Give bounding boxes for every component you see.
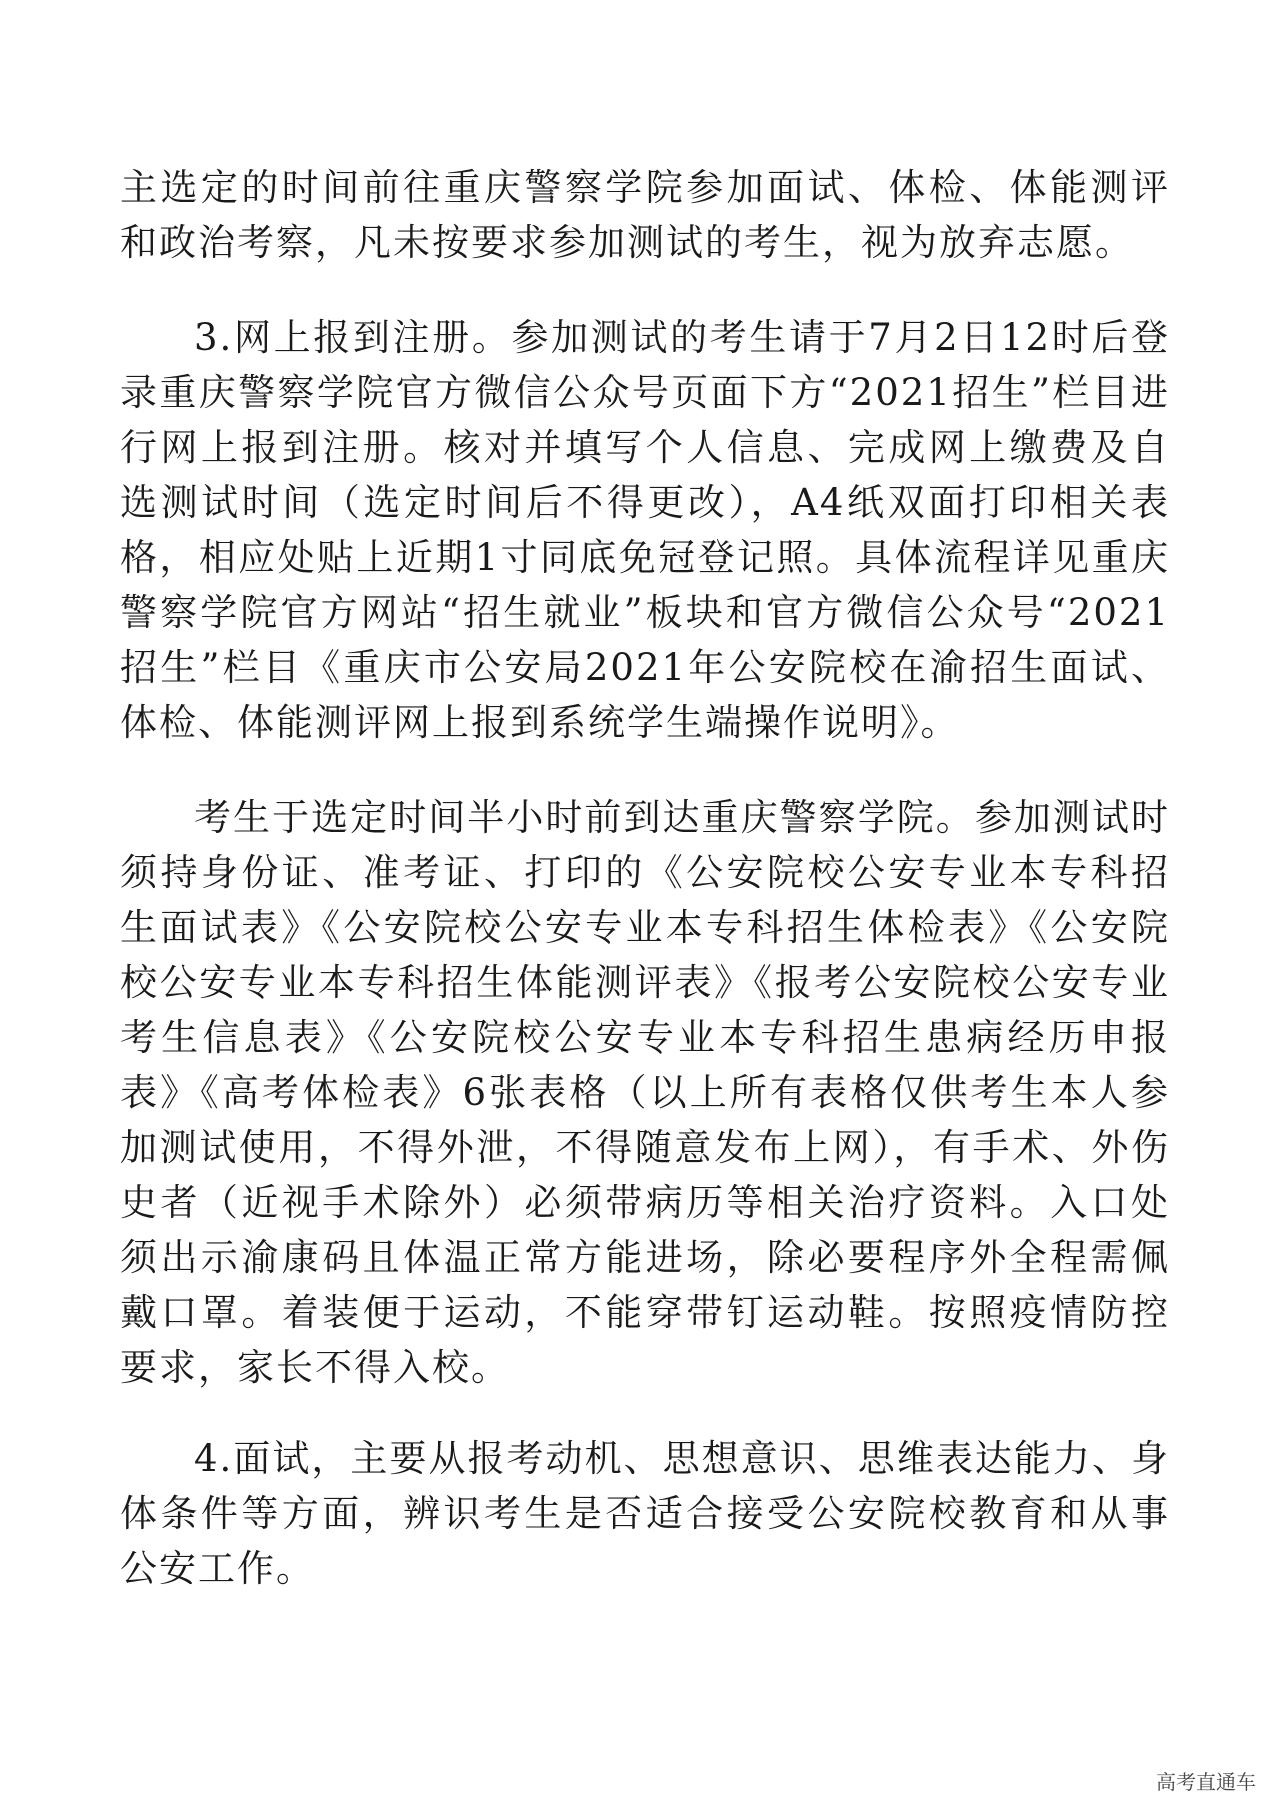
watermark-label: 高考直通车 bbox=[1156, 1770, 1256, 1794]
paragraph-interview: 4.面试，主要从报考动机、思想意识、思维表达能力、身体条件等方面，辨识考生是否适合接受公安院校教育和从事公安工作。 bbox=[120, 1437, 1170, 1590]
paragraph-online-registration: 3.网上报到注册。参加测试的考生请于7月2日12时后登录重庆警察学院官方微信公众号页面下方“2021招生”栏目进行网上报到注册。核对并填写个人信息、完成网上缴费及自选测试时间（选定时间后不得更改），A4纸双面打印相关表格，相应处贴上近期1寸同底免冠登记照。具体流程详见重庆警察学院官方网站“招生就业”板块和官方微信公众号“2021招生”栏目《重庆市公安局2021年公安院校在渝招生面试、体检、体能测评网上报到系统学生端操作说明》。 bbox=[120, 316, 1170, 744]
document-page bbox=[120, 160, 1170, 1596]
paragraph-arrival-requirements: 考生于选定时间半小时前到达重庆警察学院。参加测试时须持身份证、准考证、打印的《公安院校公安专业本专科招生面试表》《公安院校公安专业本专科招生体检表》《公安院校公安专业本专科招生体能测评表》《报考公安院校公安专业考生信息表》《公安院校公安专业本专科招生患病经历申报表》《高考体检表》6张表格（以上所有表格仅供考生本人参加测试使用，不得外泄，不得随意发布上网），有手术、外伤史者（近视手术除外）必须带病历等相关治疗资料。入口处须出示渝康码且体温正常方能进场，除必要程序外全程需佩戴口罩。着装便于运动，不能穿带钉运动鞋。按照疫情防控要求，家长不得入校。 bbox=[120, 796, 1170, 1389]
paragraph-continuation: 主选定的时间前往重庆警察学院参加面试、体检、体能测评和政治考察，凡未按要求参加测试的考生，视为放弃志愿。 bbox=[120, 166, 1170, 264]
